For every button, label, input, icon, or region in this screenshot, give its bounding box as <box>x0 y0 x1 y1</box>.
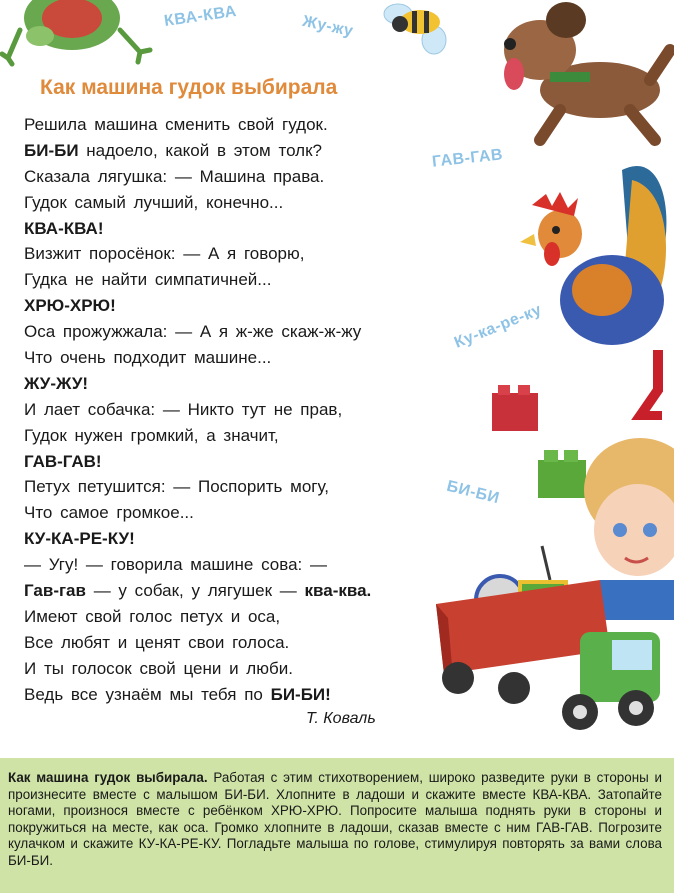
poem-line: Все любят и ценят свои голоса. <box>24 632 290 652</box>
parent-note-box <box>0 758 674 893</box>
parent-note-title: Как машина гудок выбирала. <box>8 770 208 785</box>
poem-line <box>24 682 444 708</box>
poem-line-text: надоело, какой в этом толк? <box>78 140 322 160</box>
poem-line <box>24 449 444 475</box>
poem-emphasis: ЖУ-ЖУ! <box>24 373 89 393</box>
poem-author: Т. Коваль <box>306 710 376 727</box>
poem-line: И ты голосок свой цени и люби. <box>24 658 293 678</box>
poem-line: Что очень подходит машине... <box>24 348 272 368</box>
poem-line <box>24 216 444 242</box>
poem-line: Визжит поросёнок: — А я говорю, <box>24 244 305 264</box>
poem-emphasis: ХРЮ-ХРЮ! <box>24 296 116 316</box>
poem-line <box>24 526 444 552</box>
poem-emphasis: ква-ква. <box>304 581 372 601</box>
poem-emphasis: КУ-КА-РЕ-КУ! <box>24 529 135 549</box>
poem-line-text: — у собак, у лягушек — <box>85 581 305 601</box>
poem-emphasis: КВА-КВА! <box>24 218 104 238</box>
sound-label-frog: КВА-КВА <box>163 3 238 31</box>
poem-emphasis: ГАВ-ГАВ! <box>24 451 102 471</box>
toy-block-red <box>490 385 542 433</box>
poem-line: — Угу! — говорила машине сова: — <box>24 555 327 575</box>
sound-label-rooster: Ку-ка-ре-ку <box>452 301 545 352</box>
poem-line: Гудок самый лучший, конечно... <box>24 192 284 212</box>
parent-note-text <box>8 770 662 870</box>
poem-emphasis: БИ-БИ <box>24 140 79 160</box>
poem-line: Сказала лягушка: — Машина права. <box>24 166 325 186</box>
dog-illustration <box>470 0 674 150</box>
poem-line <box>24 293 444 319</box>
poem-line: Гудок нужен громкий, а значит, <box>24 425 279 445</box>
poem-body <box>24 112 444 707</box>
poem-emphasis: Гав-гав <box>24 581 86 601</box>
poem-line: Петух петушится: — Поспорить могу, <box>24 477 330 497</box>
sound-label-dog: ГАВ-ГАВ <box>431 146 504 171</box>
poem-line: Решила машина сменить свой гудок. <box>24 115 328 134</box>
poem-line <box>24 371 444 397</box>
poem-line: Имеют свой голос петух и оса, <box>24 606 281 626</box>
frog-illustration <box>0 0 170 70</box>
poem-line: Гудка не найти симпатичней... <box>24 270 272 290</box>
poem-line: Что самое громкое... <box>24 503 194 523</box>
poem-line: И лает собачка: — Никто тут не прав, <box>24 399 343 419</box>
poem-line <box>24 578 444 604</box>
poem-line-text: Ведь все узнаём мы тебя по <box>24 684 271 704</box>
parent-note-body: Работая с этим стихотворением, широко разведите руки в стороны и произнесите вместе с малышом БИ-БИ. Хлопните в ладоши и скажите вместе КВА-КВА. Затопайте ногами, произнося вместе с ребёнком ХРЮ-ХРЮ. Попросите малыша поднять руки в стороны и покружиться на месте, как оса. Громко хлопните в ладоши, сказав вместе с ним ГАВ-ГАВ. Погрозите кулачком и скажите КУ-КА-РЕ-КУ. Погладьте малыша по голове, стимулируя повторять за вами слова БИ-БИ. <box>8 770 662 868</box>
sound-label-car: БИ-БИ <box>444 477 502 508</box>
poem-line <box>24 138 444 164</box>
sound-label-bee: Жу-жу <box>300 12 355 41</box>
bee-illustration <box>374 0 454 60</box>
poem-emphasis: БИ-БИ! <box>270 684 331 704</box>
poem-title: Как машина гудок выбирала <box>40 76 338 99</box>
poem-line: Оса прожужжала: — А я ж-же скаж-ж-жу <box>24 322 362 342</box>
rooster-illustration <box>512 150 674 420</box>
toy-truck-illustration <box>430 540 674 750</box>
